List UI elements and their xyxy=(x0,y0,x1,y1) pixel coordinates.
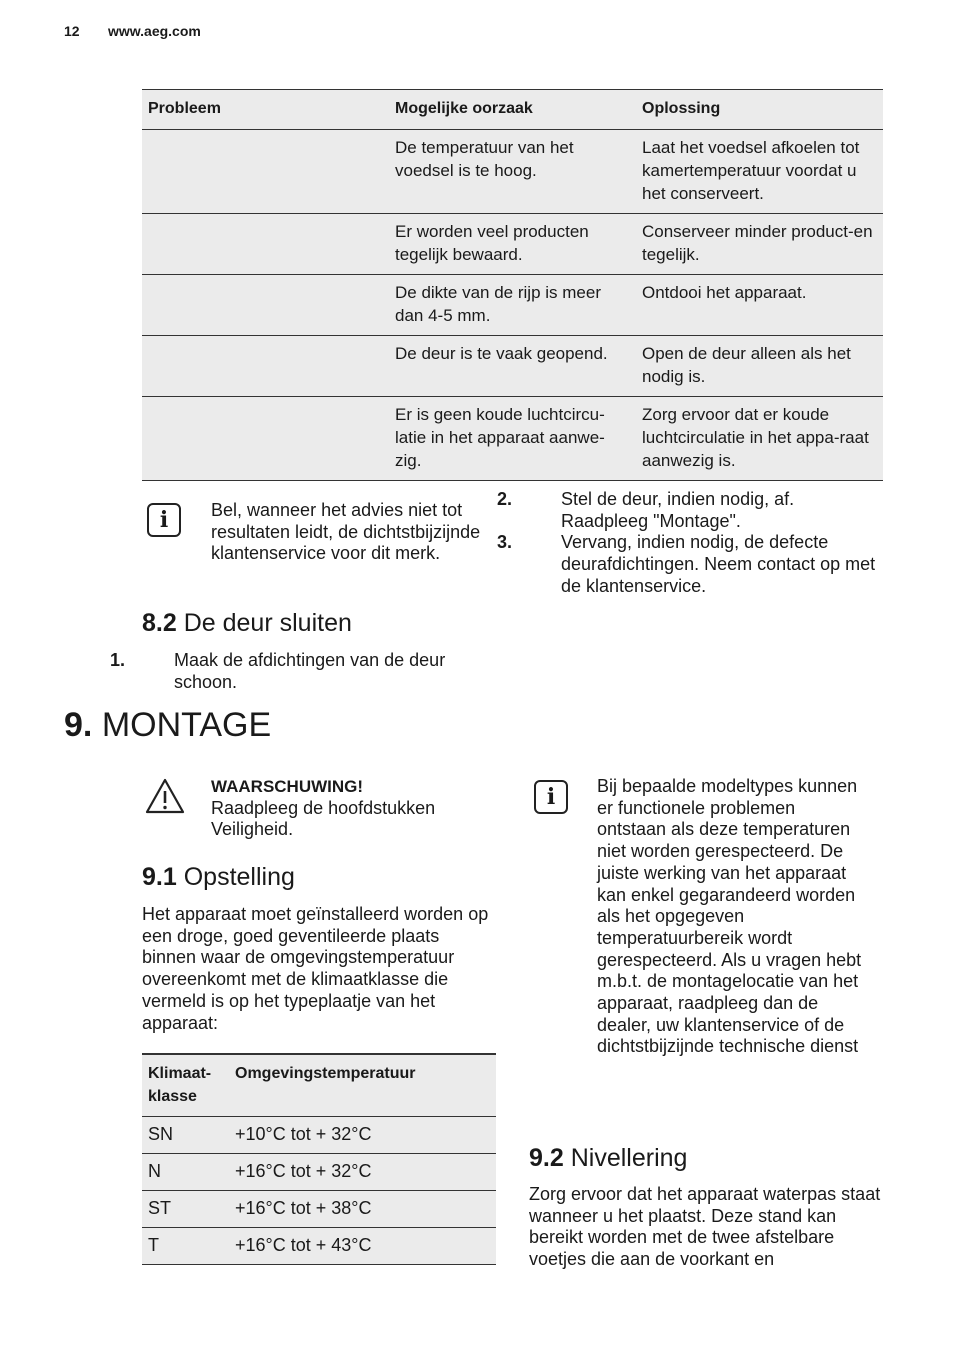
warning-icon xyxy=(145,778,185,814)
column-header-climate-class: Klimaat-klasse xyxy=(142,1054,229,1117)
table-row xyxy=(142,275,883,336)
warning-block xyxy=(211,776,491,841)
step-number: 3. xyxy=(497,532,513,553)
section-heading-9-1: 9.1 Opstelling xyxy=(142,863,295,891)
solution-cell: Conserveer minder product-en tegelijk. xyxy=(636,214,883,275)
step-text: Maak de afdichtingen van de deur schoon. xyxy=(174,650,446,692)
cause-cell: De temperatuur van het voedsel is te hoog. xyxy=(389,130,636,214)
problem-cell xyxy=(142,214,389,275)
warning-title: WAARSCHUWING! xyxy=(211,777,364,796)
column-header-solution: Oplossing xyxy=(636,90,883,130)
section-heading-9-2: 9.2 Nivellering xyxy=(529,1144,688,1172)
list-item xyxy=(110,650,482,693)
solution-cell: Open de deur alleen als het nodig is. xyxy=(636,336,883,397)
table-row xyxy=(142,397,883,481)
list-item xyxy=(497,532,879,597)
warning-text: Raadpleeg de hoofdstukken Veiligheid. xyxy=(211,797,436,840)
column-header-ambient-temp: Omgevingstemperatuur xyxy=(229,1054,496,1117)
page-number: 12 xyxy=(64,23,80,39)
cause-cell: De deur is te vaak geopend. xyxy=(389,336,636,397)
step-text: Vervang, indien nodig, de defecte deurafdichtingen. Neem contact op met de klantenservice. xyxy=(561,532,876,596)
solution-cell: Laat het voedsel afkoelen tot kamertemperatuur voordat u het conserveert. xyxy=(636,130,883,214)
step-number: 2. xyxy=(497,489,513,509)
section-9-2-body: Zorg ervoor dat het apparaat waterpas staat wanneer u het plaatst. Deze stand kan bereikt worden met de twee afstelbare voetjes die aan de voorkant en xyxy=(529,1184,881,1270)
cause-cell: Er worden veel producten tegelijk bewaard. xyxy=(389,214,636,275)
steps-list-right xyxy=(497,489,879,598)
climate-class-cell: ST xyxy=(142,1191,229,1228)
column-header-cause: Mogelijke oorzaak xyxy=(389,90,636,130)
table-row xyxy=(142,1228,496,1265)
cause-cell: Er is geen koude luchtcircu-latie in het apparaat aanwe-zig. xyxy=(389,397,636,481)
problem-table xyxy=(142,89,883,481)
solution-cell: Zorg ervoor dat er koude luchtcirculatie in het appa-raat aanwezig is. xyxy=(636,397,883,481)
climate-table xyxy=(142,1053,496,1265)
temperature-cell: +16°C tot + 38°C xyxy=(229,1191,496,1228)
table-row xyxy=(142,130,883,214)
temperature-cell: +16°C tot + 32°C xyxy=(229,1154,496,1191)
table-row xyxy=(142,1154,496,1191)
climate-class-cell: SN xyxy=(142,1117,229,1154)
cause-cell: De dikte van de rijp is meer dan 4-5 mm. xyxy=(389,275,636,336)
info-note-text: Bel, wanneer het advies niet tot resultaten leidt, de dichtstbijzijnde klantenservice voor dit merk. xyxy=(211,500,481,564)
problem-cell xyxy=(142,397,389,481)
section-9-1-body: Het apparaat moet geïnstalleerd worden op een droge, goed geventileerde plaats binnen waar de omgevingstemperatuur overeenkomt met de klimaatklasse die vermeld is op het typeplaatje van het apparaat: xyxy=(142,904,489,1033)
info-note-text: Bij bepaalde modeltypes kunnen er functionele problemen ontstaan als deze temperaturen niet worden gerespecteerd. De juiste werking van het apparaat kan enkel gegarandeerd worden als het opgegeven temperatuurbereik wordt gerespecteerd. Als u vragen hebt m.b.t. de montagelocatie van het apparaat, raadpleeg dan de dealer, uw klantenservice of de dichtstbijzijnde technische dienst xyxy=(597,776,862,1057)
steps-list-8-2 xyxy=(110,650,482,693)
problem-cell xyxy=(142,275,389,336)
list-item xyxy=(497,489,879,532)
header-url: www.aeg.com xyxy=(108,23,201,39)
section-heading-8-2: 8.2 De deur sluiten xyxy=(142,609,352,637)
problem-cell xyxy=(142,336,389,397)
temperature-cell: +16°C tot + 43°C xyxy=(229,1228,496,1265)
table-row xyxy=(142,214,883,275)
info-icon: i xyxy=(147,503,181,537)
step-number: 1. xyxy=(110,650,126,670)
table-row xyxy=(142,1191,496,1228)
info-icon: i xyxy=(534,780,568,814)
table-row xyxy=(142,1117,496,1154)
climate-class-cell: T xyxy=(142,1228,229,1265)
table-row xyxy=(142,336,883,397)
column-header-problem: Probleem xyxy=(142,90,389,130)
problem-cell xyxy=(142,130,389,214)
solution-cell: Ontdooi het apparaat. xyxy=(636,275,883,336)
climate-class-cell: N xyxy=(142,1154,229,1191)
temperature-cell: +10°C tot + 32°C xyxy=(229,1117,496,1154)
chapter-heading-9: 9. MONTAGE xyxy=(64,706,272,744)
step-text: Stel de deur, indien nodig, af. Raadpleeg "Montage". xyxy=(561,489,795,531)
